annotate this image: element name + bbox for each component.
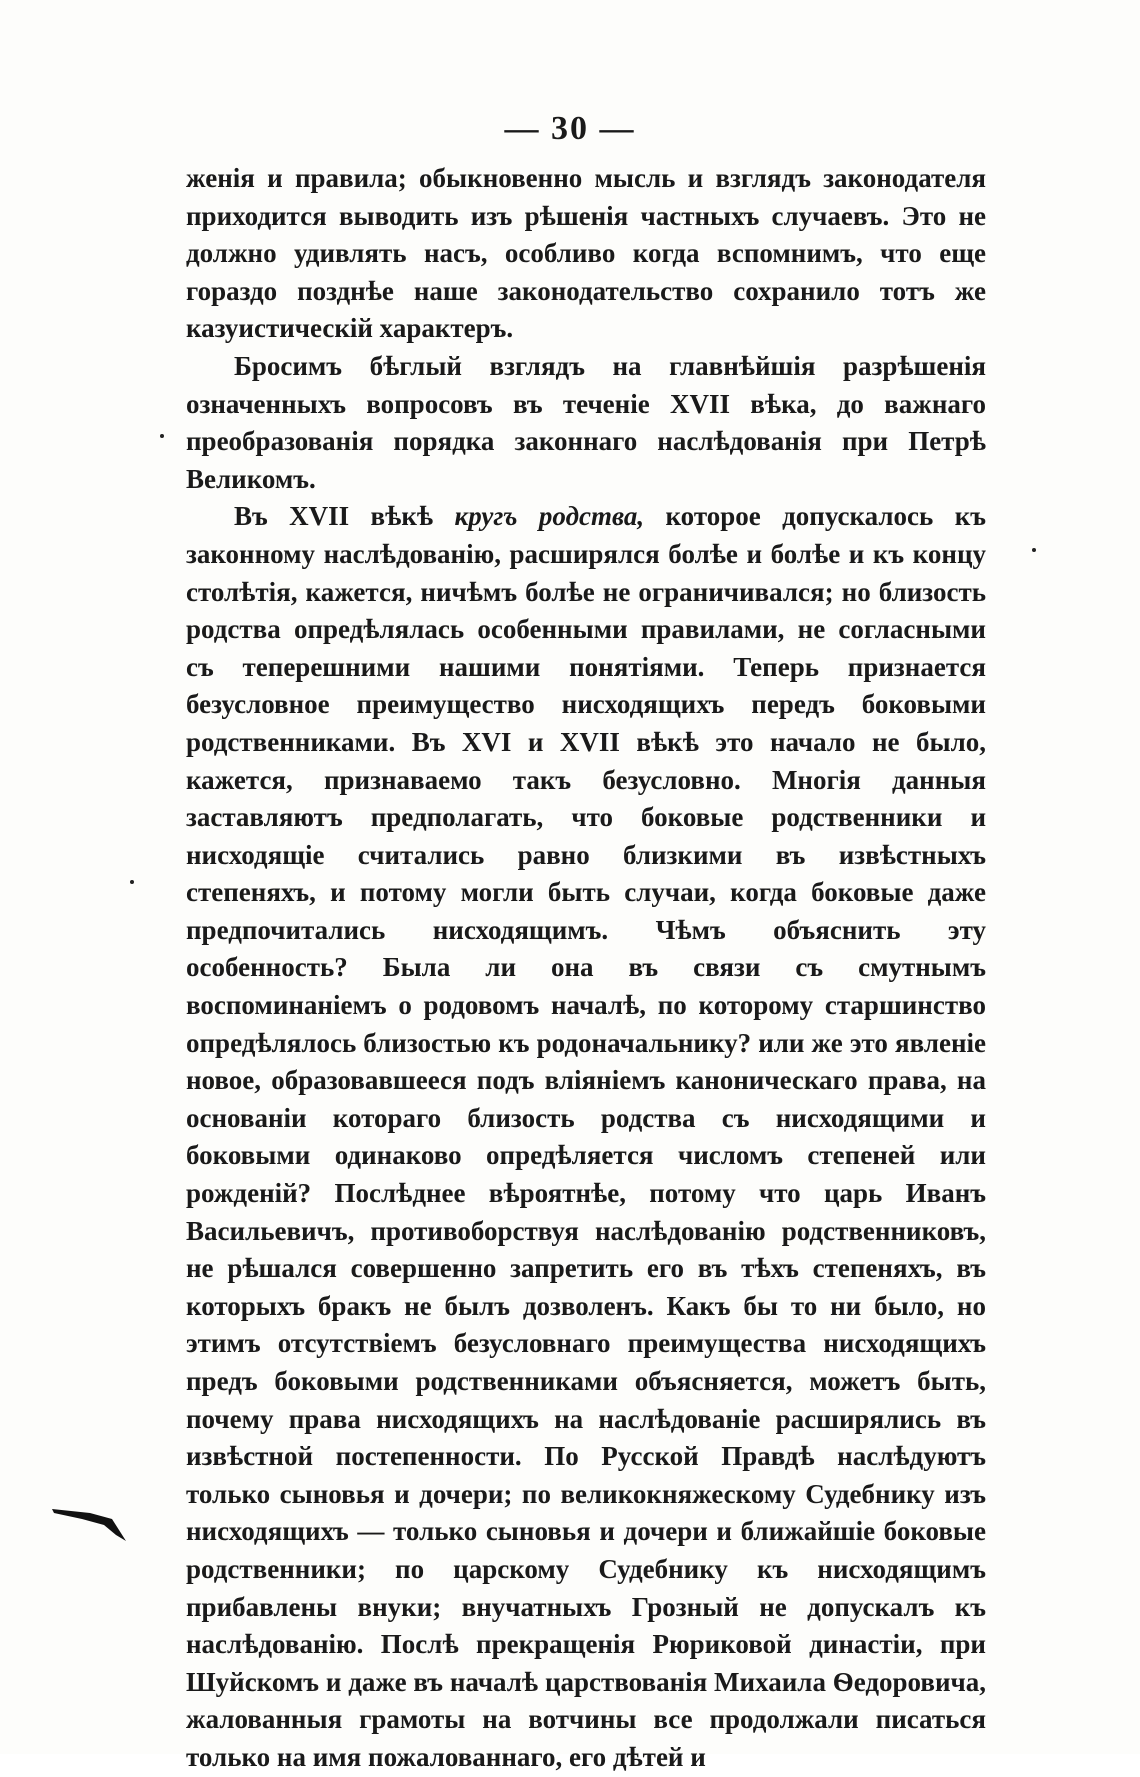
paragraph-glance: Бросимъ бѣглый взглядъ на главнѣйшія разрѣшенія означенныхъ вопросовъ въ теченіе XVII вѣка, до важнаго преобразованія порядка законнаго наслѣдованія при Петрѣ Великомъ. bbox=[186, 350, 986, 494]
body-text bbox=[186, 160, 986, 1777]
paragraph-kinship bbox=[186, 498, 986, 1776]
ink-smudge-mark bbox=[50, 1495, 130, 1545]
scan-speck bbox=[130, 880, 134, 884]
page-number: — 30 — bbox=[504, 110, 636, 147]
scan-speck bbox=[1032, 548, 1036, 552]
paragraph-kinship-body: которое допускалось къ законному наслѣдованію, расширялся болѣе и болѣе и къ концу столѣтія, кажется, ничѣмъ болѣе не ограничивался; но близость родства опредѣлялась особенными правилами, не согласными съ теперешними нашими понятіями. Теперь признается безусловное преимущество нисходящихъ передъ боковыми родственниками. Въ XVI и XVII вѣкѣ это начало не было, кажется, признаваемо такъ безусловно. Многія данныя заставляютъ предполагать, что боковые родственники и нисходящіе считались равно близкими въ извѣстныхъ степеняхъ, и потому могли быть случаи, когда боковые даже предпочитались нисходящимъ. Чѣмъ объяснить эту особенность? Была ли она въ связи съ смутнымъ воспоминаніемъ о родовомъ началѣ, по которому старшинство опредѣлялось близостью къ родоначальнику? или же это явленіе новое, образовавшееся подъ вліяніемъ каноническаго права, на основаніи котораго близость родства съ нисходящими и боковыми одинаково опредѣляется числомъ степеней или рожденій? Послѣднее вѣроятнѣе, потому что царь Иванъ Васильевичъ, противоборствуя наслѣдованію родственниковъ, не рѣшался совершенно запретить его въ тѣхъ степеняхъ, въ которыхъ бракъ не былъ дозволенъ. Какъ бы то ни было, но этимъ отсутствіемъ безусловнаго преимущества нисходящихъ предъ боковыми родственниками объясняется, можетъ быть, почему права нисходящихъ на наслѣдованіе расширялись въ извѣстной постепенности. По Русской Правдѣ наслѣдуютъ только сыновья и дочери; по великокняжескому Судебнику изъ нисходящихъ — только сыновья и дочери и ближайшіе боковые родственники; по царскому Судебнику къ нисходящимъ прибавлены внуки; внучатныхъ Грозный не допускалъ къ наслѣдованію. Послѣ прекращенія Рюриковой династіи, при Шуйскомъ и даже въ началѣ царствованія Михаила Ѳедоровича, жалованныя грамоты на вотчины все продолжали писаться только на имя пожалованнаго, его дѣтей и bbox=[186, 501, 986, 1772]
scan-speck bbox=[160, 434, 164, 438]
paragraph-kinship-lead: Въ XVII вѣкѣ bbox=[234, 501, 455, 532]
paragraph-continuation: женія и правила; обыкновенно мысль и взглядъ законодателя приходится выводить изъ рѣшенія частныхъ случаевъ. Это не должно удивлять насъ, особливо когда вспомнимъ, что еще гораздо позднѣе наше законодательство сохранило тотъ же казуистическій характеръ. bbox=[186, 163, 986, 344]
emphasis-krug-rodstva: кругъ родства, bbox=[454, 501, 645, 532]
